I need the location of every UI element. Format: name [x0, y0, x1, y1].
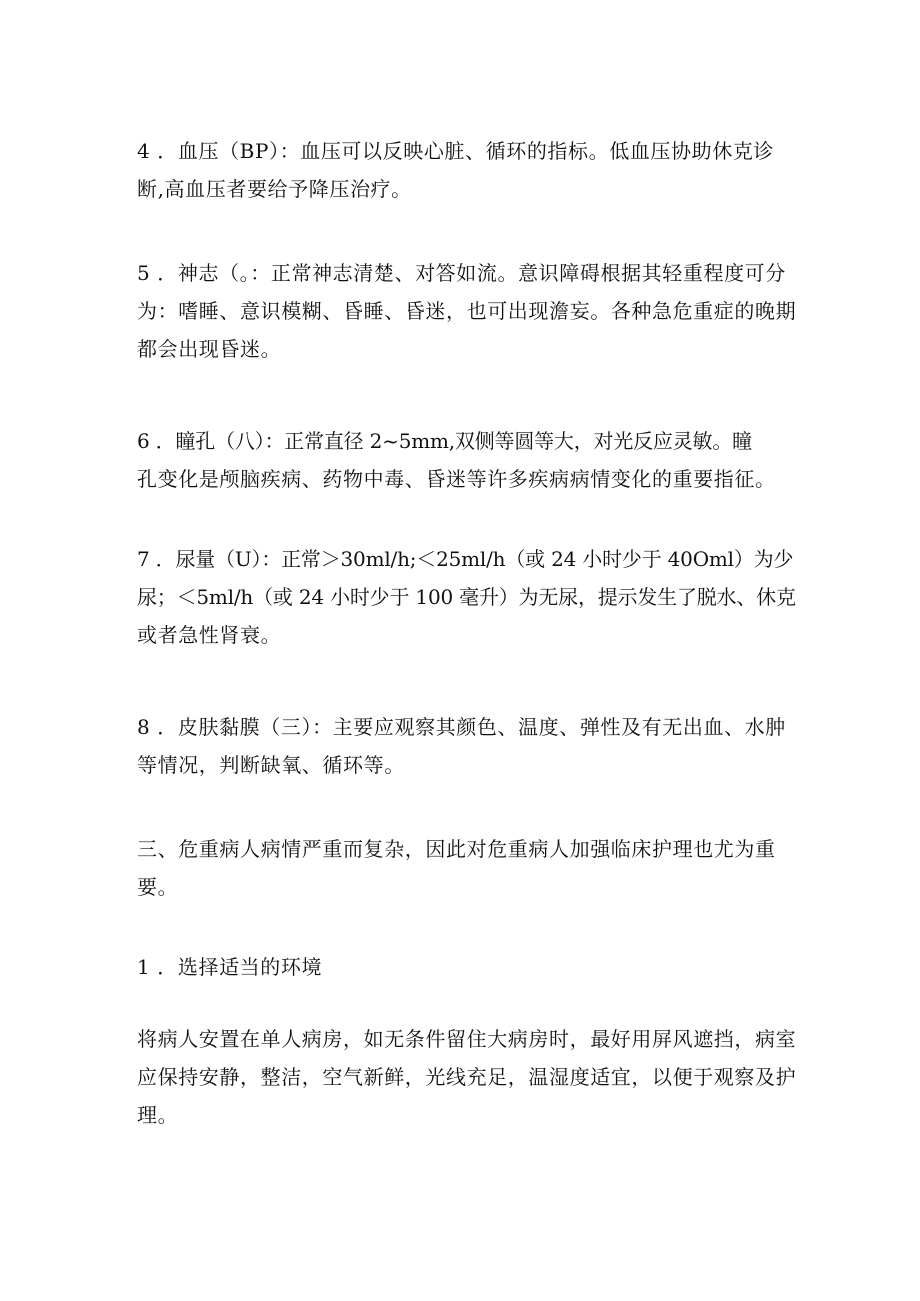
text-line: 三、危重病人病情严重而复杂，因此对危重病人加强临床护理也尤为重 [137, 837, 776, 861]
text-line: 5 ．神志（。：正常神志清楚、对答如流。意识障碍根据其轻重程度可分 [137, 261, 786, 285]
paragraph-consciousness [137, 254, 797, 368]
paragraph-skin-mucosa [137, 708, 787, 784]
text-line: 8 ．皮肤黏膜（三）：主要应观察其颜色、温度、弹性及有无出血、水肿 [137, 715, 786, 739]
text-line: 4 ．血压（BP）：血压可以反映心脏、循环的指标。低血压协助休克诊 [137, 139, 775, 163]
text-line: 应保持安静，整洁，空气新鲜，光线充足，温湿度适宜，以便于观察及护 [137, 1065, 797, 1089]
text-line: 要。 [137, 875, 179, 899]
text-line: 都会出现昏迷。 [137, 337, 282, 361]
paragraph-blood-pressure [137, 132, 787, 208]
paragraph-pupil [137, 422, 787, 498]
text-line: 1 ．选择适当的环境 [137, 955, 323, 979]
text-line: 等情况，判断缺氧、循环等。 [137, 753, 405, 777]
text-line: 或者急性肾衰。 [137, 623, 282, 647]
paragraph-environment-body [137, 1020, 797, 1134]
paragraph-environment-heading [137, 948, 787, 986]
paragraph-section-three [137, 830, 787, 906]
paragraph-urine-output [137, 540, 796, 654]
text-line: 理。 [137, 1103, 179, 1127]
text-line: 6 ．瞳孔（八）：正常直径 2~5mm,双侧等圆等大，对光反应灵敏。瞳 [137, 429, 752, 453]
text-line: 将病人安置在单人病房，如无条件留住大病房时，最好用屏风遮挡，病室 [137, 1027, 797, 1051]
text-line: 尿；＜5ml/h（或 24 小时少于 100 毫升）为无尿，提示发生了脱水、休克 [137, 585, 796, 609]
text-line: 为：嗜睡、意识模糊、昏睡、昏迷，也可出现澹妄。各种急危重症的晚期 [137, 299, 797, 323]
text-line: 孔变化是颅脑疾病、药物中毒、昏迷等许多疾病病情变化的重要指征。 [137, 467, 776, 491]
text-line: 7 ．尿量（U）：正常＞30ml/h;＜25ml/h（或 24 小时少于 40Oml）为少 [137, 547, 794, 571]
text-line: 断,高血压者要给予降压治疗。 [137, 177, 412, 201]
